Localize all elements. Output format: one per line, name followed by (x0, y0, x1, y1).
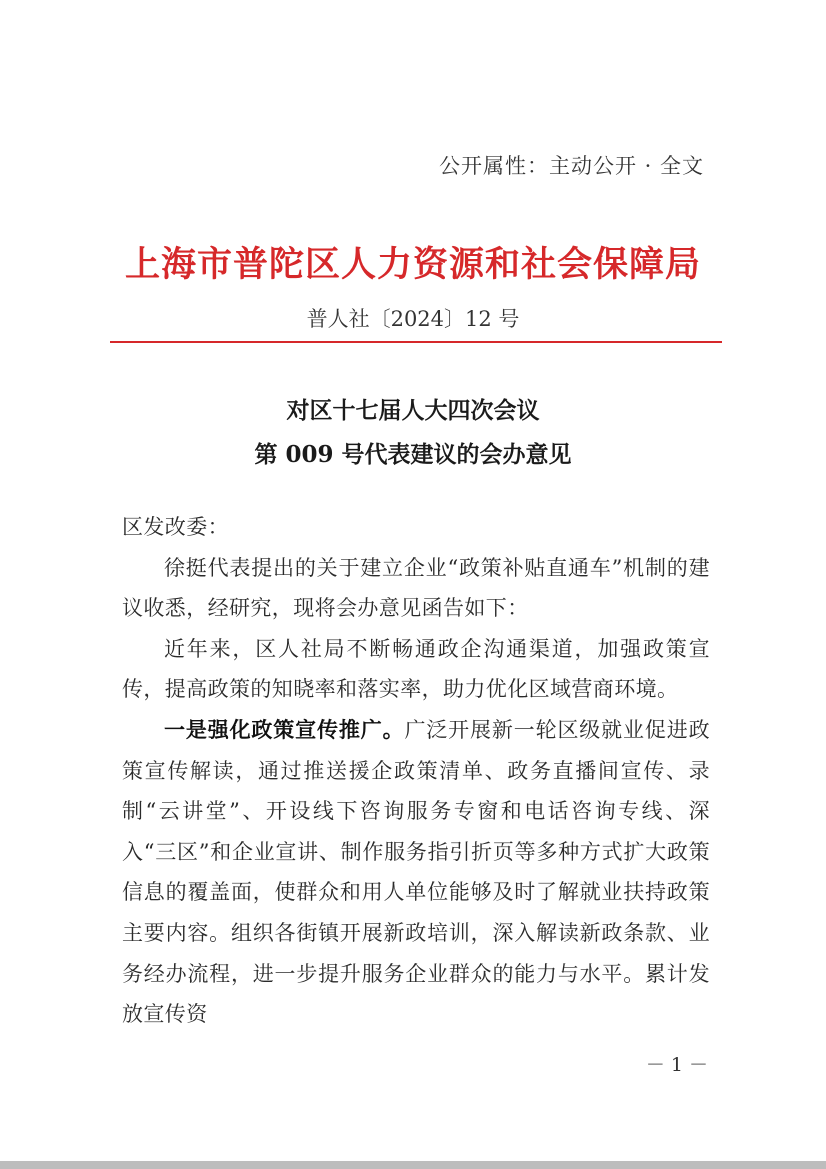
document-body (122, 507, 710, 1035)
document-title-line-2: 第 009 号代表建议的会办意见 (254, 441, 572, 468)
body-paragraph: 近年来，区人社局不断畅通政企沟通渠道，加强政策宣传，提高政策的知晓率和落实率，助力优化区域营商环境。 (122, 636, 710, 702)
document-title-line-1: 对区十七届人大四次会议 (286, 397, 540, 424)
page-number: － 1 － (645, 1054, 708, 1076)
red-divider-line (110, 341, 722, 343)
document-number: 普人社〔2024〕12 号 (306, 307, 520, 331)
item-1-text: 广泛开展新一轮区级就业促进政策宣传解读，通过推送援企政策清单、政务直播间宣传、录制“云讲堂”、开设线下咨询服务专窗和电话咨询专线、深入“三区”和企业宣讲、制作服务指引折页等多种方式扩大政策信息的覆盖面，使群众和用人单位能够及时了解就业扶持政策主要内容。组织各街镇开展新政培训，深入解读新政条款、业务经办流程，进一步提升服务企业群众的能力与水平。累计发放宣传资 (122, 717, 710, 1027)
body-paragraph-item-1 (122, 710, 710, 1035)
agency-letterhead: 上海市普陀区人力资源和社会保障局 (124, 244, 701, 285)
scan-bottom-edge (0, 1161, 826, 1169)
item-1-lead: 一是强化政策宣传推广。 (164, 716, 405, 742)
disclosure-attribute: 公开属性：主动公开 · 全文 (438, 154, 704, 178)
salutation: 区发改委： (122, 515, 229, 539)
body-paragraph: 徐挺代表提出的关于建立企业“政策补贴直通车”机制的建议收悉，经研究，现将会办意见函告如下： (122, 555, 710, 621)
